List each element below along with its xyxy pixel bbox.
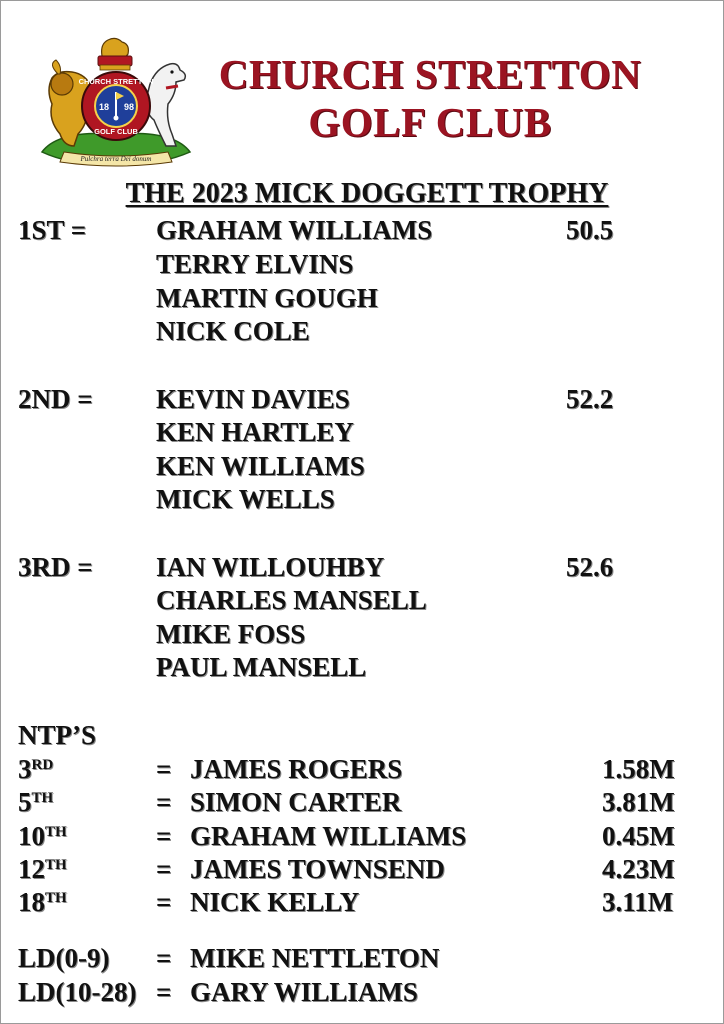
ld-label: LD(10-28) — [18, 977, 137, 1007]
place-label-2nd: 2ND = — [18, 384, 93, 414]
player-name: NICK COLE — [156, 316, 310, 346]
player-name: IAN WILLOUHBY — [156, 552, 385, 582]
player-name: KEVIN DAVIES — [156, 384, 350, 414]
crest-year-right: 98 — [123, 102, 135, 112]
ld-winner: MIKE NETTLETON — [190, 943, 440, 973]
crest-ring-top: CHURCH STRETTON — [78, 77, 154, 86]
place-label-3rd: 3RD = — [18, 552, 93, 582]
ntp-hole: 18TH — [18, 887, 67, 917]
team-score: 52.2 — [566, 384, 614, 414]
ld-equals: = — [156, 943, 172, 973]
ntp-distance: 3.81M — [602, 787, 675, 817]
ntp-distance: 0.45M — [602, 821, 675, 851]
crest-year-left: 18 — [98, 102, 110, 112]
ntp-winner: NICK KELLY — [190, 887, 360, 917]
player-name: MICK WELLS — [156, 484, 335, 514]
ld-winner: GARY WILLIAMS — [190, 977, 418, 1007]
club-name-line1: CHURCH STRETTON — [218, 51, 642, 97]
ntp-distance: 4.23M — [602, 854, 675, 884]
player-name: KEN WILLIAMS — [156, 451, 365, 481]
ntp-equals: = — [156, 787, 172, 817]
player-name: MIKE FOSS — [156, 619, 306, 649]
player-name: PAUL MANSELL — [156, 652, 367, 682]
ntp-winner: GRAHAM WILLIAMS — [190, 821, 467, 851]
ntp-winner: SIMON CARTER — [190, 787, 402, 817]
ntp-equals: = — [156, 854, 172, 884]
crest-motto: Pulchra terra Dei donum — [80, 155, 152, 163]
ntp-winner: JAMES TOWNSEND — [190, 854, 445, 884]
ntp-heading: NTP’S — [18, 720, 97, 750]
club-crest-icon — [38, 34, 194, 172]
player-name: CHARLES MANSELL — [156, 585, 427, 615]
team-score: 52.6 — [566, 552, 614, 582]
ntp-hole: 3RD — [18, 754, 54, 784]
ntp-winner: JAMES ROGERS — [190, 754, 403, 784]
player-name: MARTIN GOUGH — [156, 283, 378, 313]
ntp-equals: = — [156, 887, 172, 917]
ntp-distance: 1.58M — [602, 754, 675, 784]
player-name: TERRY ELVINS — [156, 249, 354, 279]
ld-label: LD(0-9) — [18, 943, 110, 973]
player-name: KEN HARTLEY — [156, 417, 354, 447]
ntp-equals: = — [156, 754, 172, 784]
player-name: GRAHAM WILLIAMS — [156, 215, 433, 245]
club-name-line2: GOLF CLUB — [308, 99, 552, 145]
ntp-hole: 5TH — [18, 787, 54, 817]
ntp-equals: = — [156, 821, 172, 851]
team-score: 50.5 — [566, 215, 614, 245]
trophy-title: THE 2023 MICK DOGGETT TROPHY — [125, 178, 609, 209]
ntp-distance: 3.11M — [602, 887, 674, 917]
ld-equals: = — [156, 977, 172, 1007]
place-label-1st: 1ST = — [18, 215, 87, 245]
ntp-hole: 10TH — [18, 821, 67, 851]
ntp-hole: 12TH — [18, 854, 67, 884]
crest-ring-bottom: GOLF CLUB — [94, 127, 138, 136]
